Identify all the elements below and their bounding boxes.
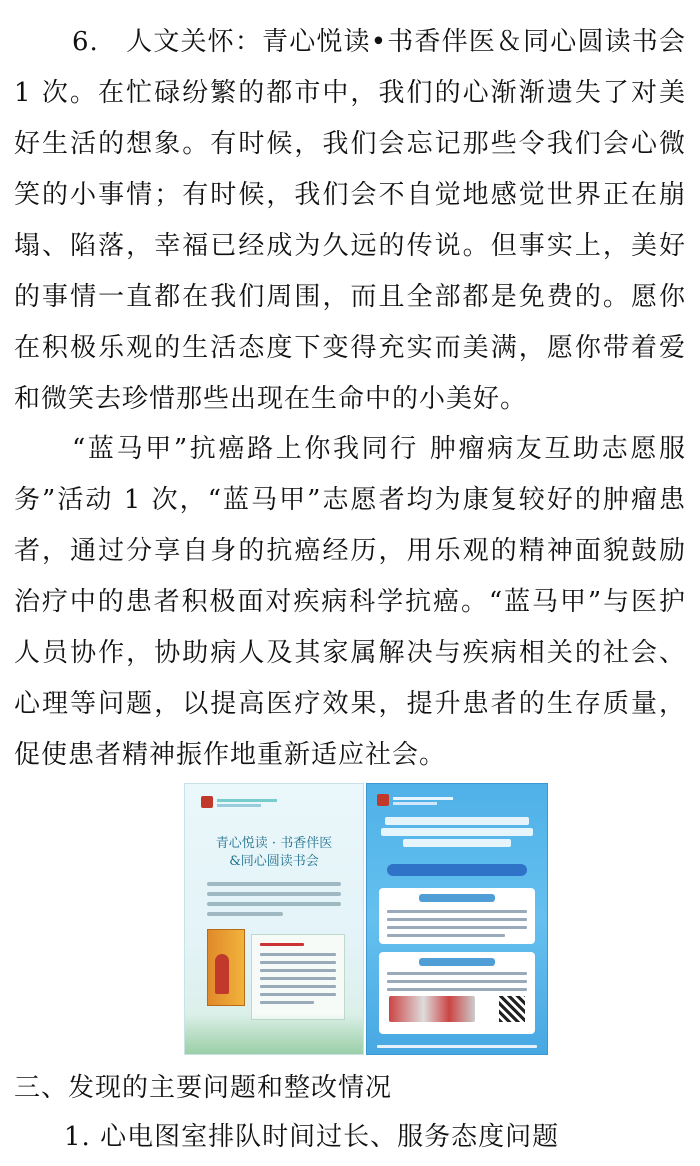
qr-code — [499, 996, 525, 1022]
card-header — [419, 894, 495, 902]
logo-bar — [393, 802, 437, 805]
text-line — [387, 988, 527, 991]
activity-info-card — [379, 888, 535, 944]
logo-bar — [217, 804, 261, 807]
text-line — [260, 961, 336, 964]
poster-tagline-pill — [387, 864, 527, 876]
poster-title-line2: &同心圆读书会 — [229, 854, 319, 869]
text-line — [387, 918, 527, 921]
reading-club-poster-image — [184, 783, 364, 1055]
text-line — [260, 943, 304, 946]
figure-illustration — [215, 954, 229, 994]
text-line — [387, 980, 527, 983]
poster-info-block — [251, 934, 345, 1020]
poster-title-line1: 青心悦读 · 书香伴医 — [215, 836, 333, 851]
paragraph-blue-vest — [14, 424, 686, 781]
text-line — [387, 934, 505, 937]
text-line — [260, 969, 336, 972]
poster-text-line — [207, 912, 283, 916]
text-line — [387, 972, 527, 975]
text-line — [260, 985, 336, 988]
poster-text-line — [207, 902, 341, 906]
volunteer-intro-card — [379, 952, 535, 1034]
volunteer-photo — [389, 996, 475, 1022]
poster-title-graphic — [379, 814, 535, 852]
section-heading: 三、发现的主要问题和整改情况 — [14, 1073, 393, 1103]
paragraph-humanistic-care — [14, 17, 686, 425]
grass-decoration — [185, 1014, 363, 1054]
poster-footer-text — [377, 1045, 537, 1048]
poster-text-line — [207, 882, 341, 886]
text-line — [387, 926, 527, 929]
poster-text-line — [207, 892, 341, 896]
hospital-logo — [201, 796, 277, 808]
text-line — [260, 1001, 314, 1004]
blue-vest-poster-image — [366, 783, 548, 1055]
text-line — [260, 953, 336, 956]
logo-mark — [377, 794, 389, 806]
text-line — [260, 993, 336, 996]
text-line — [260, 977, 336, 980]
section-item: 1. 心电图室排队时间过长、服务态度问题 — [64, 1122, 560, 1152]
hospital-logo — [377, 794, 453, 806]
logo-mark — [201, 796, 213, 808]
paragraph-text: “蓝马甲”抗癌路上你我同行 肿瘤病友互助志愿服务”活动 1 次，“蓝马甲”志愿者均为康复较好的肿瘤患者，通过分享自身的抗癌经历，用乐观的精神面貌鼓励治疗中的患者积极面对疾病科学抗癌。“蓝马甲”与医护人员协作，协助病人及其家属解决与疾病相关的社会、心理等问题，以提高医疗效果，提升患者的生存质量，促使患者精神振作地重新适应社会。 — [14, 434, 686, 770]
paragraph-text: 6. 人文关怀：青心悦读•书香伴医＆同心圆读书会 1 次。在忙碌纷繁的都市中，我们的心渐渐遗失了对美好生活的想象。有时候，我们会忘记那些令我们会心微笑的小事情；有时候，我们会不自觉地感觉世界正在崩塌、陷落，幸福已经成为久远的传说。但事实上，美好的事情一直都在我们周围，而且全部都是免费的。愿你在积极乐观的生活态度下变得充实而美满，愿你带着爱和微笑去珍惜那些出现在生命中的小美好。 — [14, 27, 686, 414]
text-line — [387, 910, 527, 913]
card-header — [419, 958, 495, 966]
logo-bar — [217, 799, 277, 802]
logo-bar — [393, 797, 453, 800]
